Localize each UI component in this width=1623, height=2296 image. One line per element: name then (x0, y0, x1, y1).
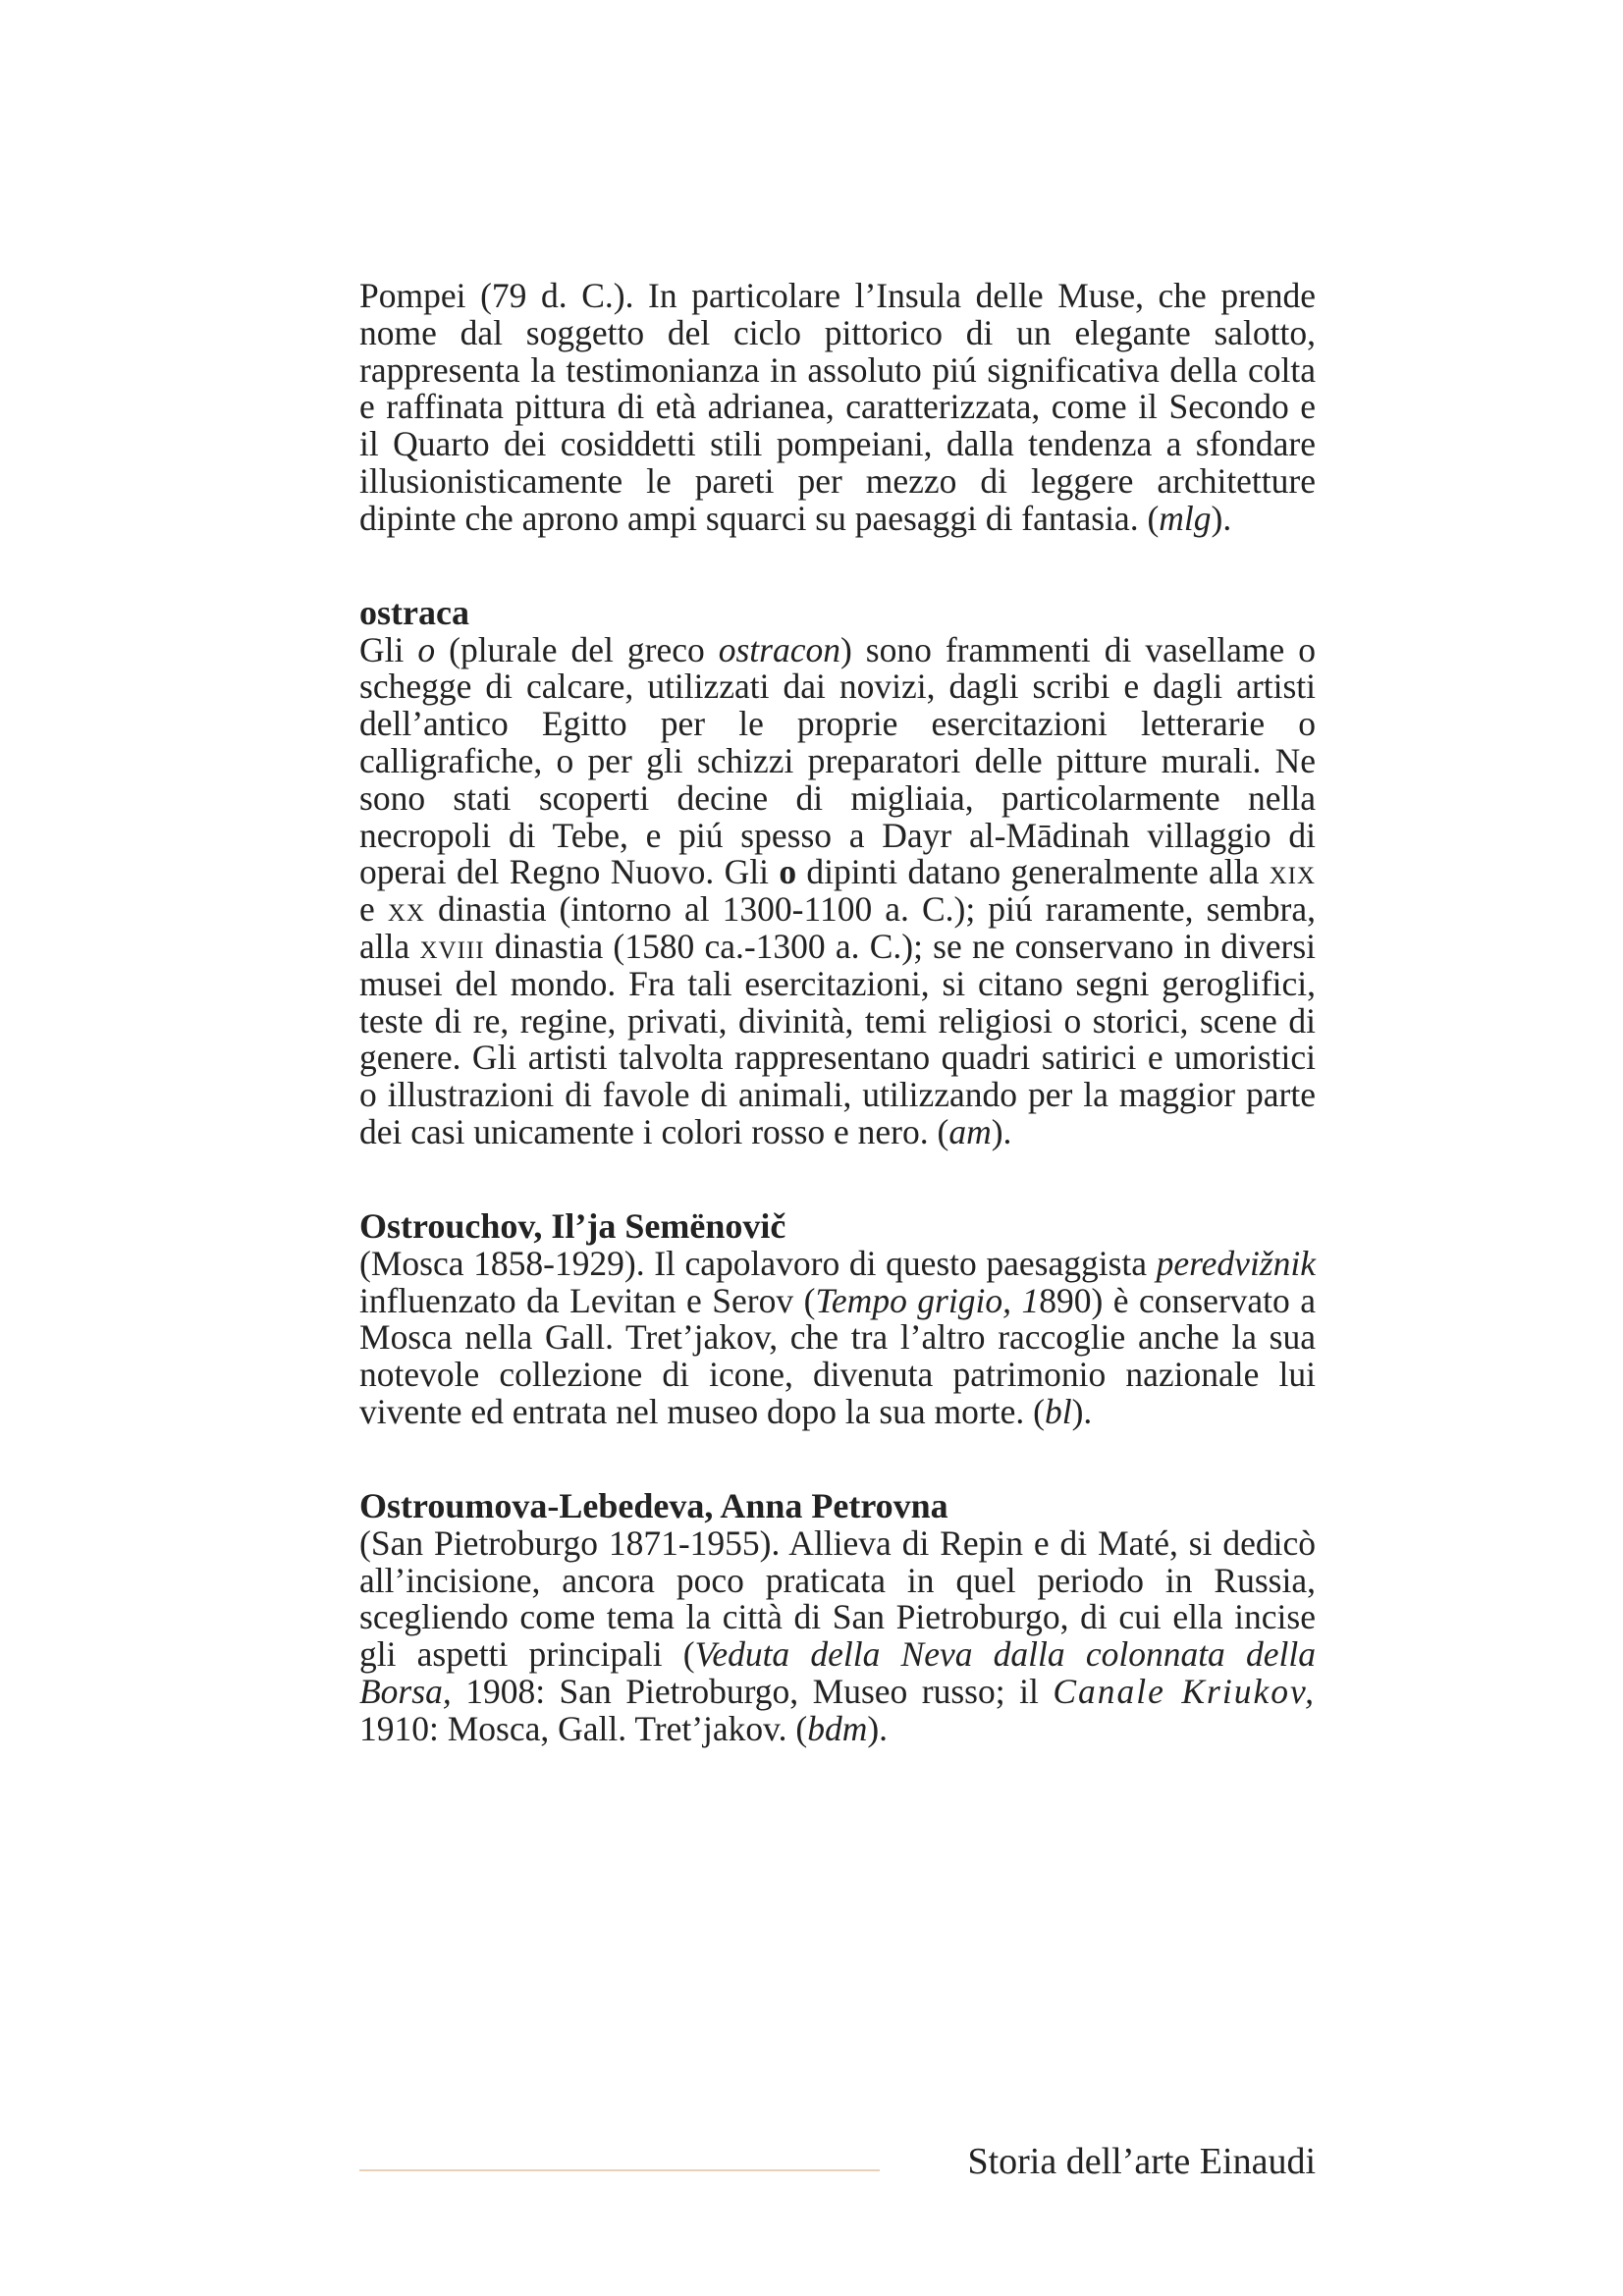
entry-body-ostroumova (359, 1522, 1316, 1748)
text-run: Gli (359, 629, 418, 669)
entry-body-ostrouchov (359, 1243, 1317, 1431)
text-run: dipinti datano generalmente alla (796, 852, 1270, 892)
entry-title-ostraca: ostraca (359, 592, 469, 632)
text-run: ). (1071, 1391, 1093, 1431)
author-signature: bdm (807, 1708, 868, 1748)
entry-ostroumova (359, 1486, 1316, 1748)
small-caps-run: xx (387, 889, 425, 930)
intro-author-signature: mlg (1159, 498, 1212, 538)
text-run: influenzato da Levitan e Serov ( (359, 1280, 816, 1320)
intro-text: Pompei (79 d. C.). In particolare l’Insula delle Muse, che prende nome dal soggetto del ciclo pittorico di un elegante salotto, rappresenta la testimonianza in assoluto piú significativa della colta e raffinata pittura di età adrianea, caratterizzata, come il Secondo e il Quarto dei cosiddetti stili pompeiani, dalla tendenza a sfondare illusionisticamente le pareti per mezzo di leggere architetture dipinte che aprono ampi squarci su paesaggi di fantasia. ( (359, 276, 1316, 538)
entry-title-ostroumova: Ostroumova-Lebedeva, Anna Petrovna (359, 1485, 948, 1525)
text-run: e (359, 889, 388, 930)
bold-run: o (779, 852, 797, 892)
small-caps-run: xix (1269, 852, 1316, 892)
text-run: (plurale del greco (435, 629, 719, 669)
italic-run: ostracon (718, 629, 840, 669)
italic-run: peredvižnik (1156, 1243, 1316, 1283)
italic-run: Veduta della Neva dalla colonnata della Borsa, (359, 1634, 1316, 1711)
text-run: dinastia (intorno al 1300-1100 a. C.); piú raramente, sembra, alla (359, 889, 1316, 966)
italic-run: Tempo grigio, 1 (815, 1280, 1040, 1320)
intro-paragraph (359, 278, 1316, 538)
text-run: ) sono frammenti di vasellame o schegge di calcare, utilizzati dai novizi, dagli scribi e dagli artisti dell’antico Egitto per le proprie esercitazioni letterarie o calligrafiche, o per gli schizzi preparatori delle pitture murali. Ne sono stati scoperti decine di migliaia, particolarmente nella necropoli di Tebe, e piú spesso a Dayr al-Mādinah villaggio di operai del Regno Nuovo. Gli (359, 629, 1317, 892)
author-signature: am (948, 1111, 992, 1151)
text-run: 1908: San Pietroburgo, Museo russo; il (451, 1671, 1054, 1711)
italic-run: o (417, 629, 436, 669)
author-signature: bl (1044, 1391, 1072, 1431)
italic-run: Canale Kriukov, (1053, 1671, 1316, 1711)
text-run: (San Pietroburgo 1871-1955). Allieva di Repin e di Maté, si dedicò all’incisione, ancora poco praticata in quel periodo in Russia, scegliendo come tema la città di San Pietroburgo, di cui ella incise gli aspetti principali ( (359, 1522, 1316, 1675)
text-run: (Mosca 1858-1929). Il capolavoro di questo paesaggista (359, 1243, 1157, 1283)
intro-text-end: ). (1211, 498, 1232, 538)
footer-publisher: Storia dell’arte Einaudi (967, 2141, 1316, 2182)
text-run: ). (867, 1708, 889, 1748)
small-caps-run: xviii (419, 926, 485, 966)
text-run: dinastia (1580 ca.-1300 a. C.); se ne conservano in diversi musei del mondo. Fra tali esercitazioni, si citano segni geroglifici, teste di re, regine, privati, divinità, temi religiosi o storici, scene di genere. Gli artisti talvolta rappresentano quadri satirici e umoristici o illustrazioni di favole di animali, utilizzando per la maggior parte dei casi unicamente i colori rosso e nero. ( (359, 926, 1316, 1151)
entry-body-ostraca (359, 629, 1317, 1151)
text-run: 1910: Mosca, Gall. Tret’jakov. ( (359, 1708, 808, 1748)
footer-divider (359, 2169, 880, 2171)
entry-title-ostrouchov: Ostrouchov, Il’ja Semënovič (359, 1205, 786, 1246)
text-run: 890) è conservato a Mosca nella Gall. Tret’jakov, che tra l’altro raccoglie anche la sua notevole collezione di icone, divenuta patrimonio nazionale lui vivente ed entrata nel museo dopo la sua morte. ( (359, 1280, 1317, 1431)
entry-ostraca (359, 593, 1316, 1151)
text-run: ). (991, 1111, 1012, 1151)
entry-ostrouchov (359, 1206, 1316, 1431)
page-body (359, 278, 1316, 1748)
